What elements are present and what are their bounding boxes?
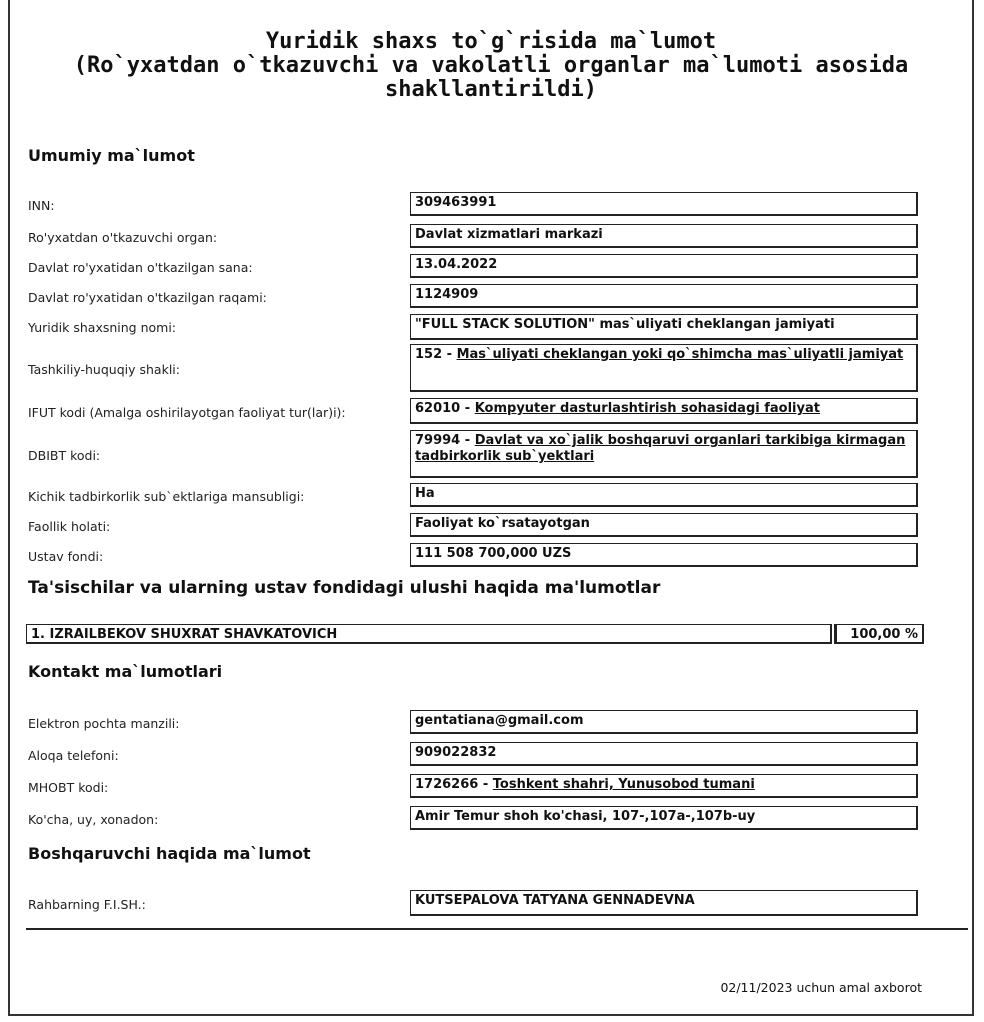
ifut-value: 62010 - Kompyuter dasturlashtirish sohasidagi faoliyat <box>410 398 918 424</box>
document-title <box>10 30 972 102</box>
mhobt-label: MHOBT kodi: <box>28 780 109 795</box>
charter-fund-value: 111 508 700,000 UZS <box>410 543 918 567</box>
footer-date-note: 02/11/2023 uchun amal axborot <box>720 980 922 995</box>
dbibt-code: 79994 <box>415 433 461 448</box>
email-value: gentatiana@gmail.com <box>410 710 918 734</box>
founders-heading: Ta'sischilar va ularning ustav fondidagi ulushi haqida ma'lumotlar <box>28 578 661 598</box>
reg-date-label: Davlat ro'yxatidan o'tkazilgan sana: <box>28 260 253 275</box>
legal-form-value: 152 - Mas`uliyati cheklangan yoki qo`shimcha mas`uliyatli jamiyat <box>410 344 918 392</box>
ifut-code: 62010 <box>415 401 461 416</box>
title-line-2: (Ro`yxatdan o`tkazuvchi va vakolatli organlar ma`lumoti asosida <box>73 53 909 78</box>
contact-heading: Kontakt ma`lumotlari <box>28 662 223 681</box>
title-line-1: Yuridik shaxs to`g`risida ma`lumot <box>265 29 717 54</box>
document-page <box>8 0 974 1016</box>
phone-value: 909022832 <box>410 742 918 766</box>
inn-value: 309463991 <box>410 192 918 216</box>
ifut-label: IFUT kodi (Amalga oshirilayotgan faoliyat tur(lar)i): <box>28 405 346 420</box>
reg-number-label: Davlat ro'yxatidan o'tkazilgan raqami: <box>28 290 267 305</box>
general-heading: Umumiy ma`lumot <box>28 146 195 165</box>
legal-form-label: Tashkiliy-huquqiy shakli: <box>28 362 180 377</box>
small-business-label: Kichik tadbirkorlik sub`ektlariga mansubligi: <box>28 489 305 504</box>
entity-name-label: Yuridik shaxsning nomi: <box>28 320 177 335</box>
reg-date-value: 13.04.2022 <box>410 254 918 278</box>
charter-fund-label: Ustav fondi: <box>28 549 104 564</box>
founder-name: 1. IZRAILBEKOV SHUXRAT SHAVKATOVICH <box>26 624 832 644</box>
founder-share: 100,00 % <box>834 624 924 644</box>
small-business-value: Ha <box>410 483 918 507</box>
activity-status-label: Faollik holati: <box>28 519 111 534</box>
dbibt-label: DBIBT kodi: <box>28 448 101 463</box>
ifut-link[interactable]: Kompyuter dasturlashtirish sohasidagi faoliyat <box>474 401 820 416</box>
registrar-value: Davlat xizmatlari markazi <box>410 224 918 248</box>
director-value: KUTSEPALOVA TATYANA GENNADEVNA <box>410 890 918 916</box>
registrar-label: Ro'yxatdan o'tkazuvchi organ: <box>28 230 218 245</box>
mhobt-code: 1726266 <box>415 777 479 792</box>
inn-label: INN: <box>28 198 55 213</box>
manager-heading: Boshqaruvchi haqida ma`lumot <box>28 844 311 863</box>
legal-form-code: 152 <box>415 347 443 362</box>
email-label: Elektron pochta manzili: <box>28 716 180 731</box>
legal-form-link[interactable]: Mas`uliyati cheklangan yoki qo`shimcha mas`uliyatli jamiyat <box>456 347 904 362</box>
title-line-3: shakllantirildi) <box>385 77 597 102</box>
entity-name-value: "FULL STACK SOLUTION" mas`uliyati cheklangan jamiyati <box>410 314 918 340</box>
activity-status-value: Faoliyat ko`rsatayotgan <box>410 513 918 537</box>
bottom-divider <box>26 928 968 930</box>
street-value: Amir Temur shoh ko'chasi, 107-,107a-,107b-uy <box>410 806 918 830</box>
street-label: Ko'cha, uy, xonadon: <box>28 812 159 827</box>
mhobt-link[interactable]: Toshkent shahri, Yunusobod tumani <box>492 777 755 792</box>
dbibt-link[interactable]: Davlat va xo`jalik boshqaruvi organlari tarkibiga kirmagan tadbirkorlik sub`yektlari <box>415 433 906 464</box>
phone-label: Aloqa telefoni: <box>28 748 119 763</box>
dbibt-value: 79994 - Davlat va xo`jalik boshqaruvi organlari tarkibiga kirmagan tadbirkorlik sub`yektlari <box>410 430 918 478</box>
director-label: Rahbarning F.I.SH.: <box>28 897 146 912</box>
reg-number-value: 1124909 <box>410 284 918 308</box>
mhobt-value: 1726266 - Toshkent shahri, Yunusobod tumani <box>410 774 918 798</box>
